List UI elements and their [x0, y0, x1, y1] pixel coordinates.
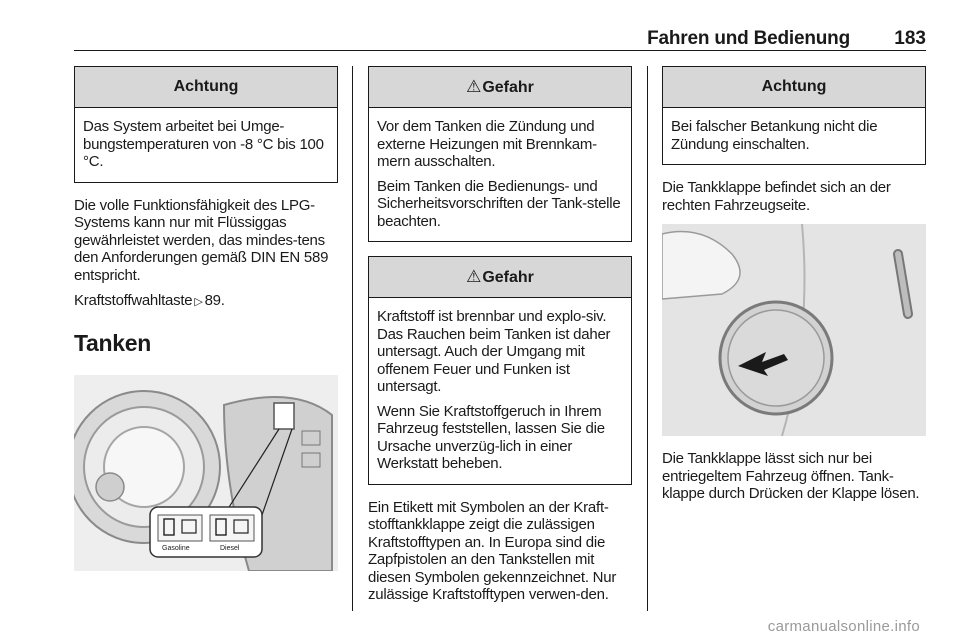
fuel-flap-vehicle-figure: [662, 224, 926, 436]
page-number: 183: [894, 28, 926, 49]
footer-watermark: carmanualsonline.info: [767, 618, 920, 635]
section-heading-tanken: Tanken: [74, 329, 152, 356]
selector-page-ref: 89.: [204, 292, 225, 309]
selector-text: Kraftstoffwahltaste: [74, 292, 193, 309]
fuel-flap-label-figure: [74, 375, 338, 571]
fuel-flap-vehicle-illustration: [662, 224, 926, 436]
danger2-paragraph-2: Wenn Sie Kraftstoffgeruch in Ihrem Fahrzeug feststellen, lassen Sie die Ursache unverzüg-lich in einer Werkstatt beheben.: [377, 402, 605, 472]
danger-title-1: ⚠Gefahr: [369, 67, 631, 108]
column-middle: [368, 66, 632, 612]
column-divider-2: [647, 66, 648, 611]
selector-reference: [74, 292, 338, 312]
column-divider-1: [352, 66, 353, 611]
column-right: [662, 66, 926, 511]
warning-triangle-icon: ⚠: [466, 77, 482, 96]
fuel-flap-opening: Die Tankklappe lässt sich nur bei entriegeltem Fahrzeug öffnen. Tank-klappe durch Drücken der Klappe lösen.: [662, 450, 920, 502]
warning-triangle-icon: ⚠: [466, 267, 482, 286]
danger1-paragraph-1: Vor dem Tanken die Zündung und externe Heizungen mit Brennkam-mern ausschalten.: [377, 118, 597, 170]
label-gasoline: Gasoline: [162, 544, 190, 552]
notice-text: Das System arbeitet bei Umge-bungstemperaturen von -8 °C bis 100 °C.: [83, 118, 324, 170]
danger-title-2: ⚠Gefahr: [369, 257, 631, 298]
fuel-label-paragraph: Ein Etikett mit Symbolen an der Kraft-stofftankklappe zeigt die zulässigen Kraftstofftypen an. In Europa sind die Zapfpistolen an den Tankstellen mit diesen Symbolen gekennzeichnet. Nur zulässige Kraftstofftypen verwen-den.: [368, 498, 617, 603]
danger-box-flammable: [368, 256, 632, 485]
column-left: [74, 66, 338, 571]
notice-box-temperature: [74, 66, 338, 183]
notice-title-right: Achtung: [663, 67, 925, 108]
reference-arrow-icon: ▷: [194, 296, 203, 308]
danger2-paragraph-1: Kraftstoff ist brennbar und explo-siv. Das Rauchen beim Tanken ist daher untersagt. Auch der Umgang mit offenem Feuer und Funken ist untersagt.: [377, 308, 611, 395]
header-title: Fahren und Bedienung: [647, 28, 850, 49]
notice-title: Achtung: [75, 67, 337, 108]
label-diesel: Diesel: [220, 544, 240, 552]
danger-box-ignition: [368, 66, 632, 242]
notice-text-right: Bei falscher Betankung nicht die Zündung einschalten.: [671, 118, 878, 153]
lpg-paragraph: Die volle Funktionsfähigkeit des LPG-Systems kann nur mit Flüssiggas gewährleistet werden, das mindes-tens den Anforderungen gemäß DIN EN 589 entspricht.: [74, 196, 329, 284]
page-header: [74, 24, 926, 51]
danger1-paragraph-2: Beim Tanken die Bedienungs- und Sicherheitsvorschriften der Tank-stelle beachten.: [377, 177, 621, 230]
notice-box-misfuel: [662, 66, 926, 165]
fuel-flap-location: Die Tankklappe befindet sich an der rechten Fahrzeugseite.: [662, 179, 891, 214]
fuel-flap-illustration: [74, 375, 338, 571]
